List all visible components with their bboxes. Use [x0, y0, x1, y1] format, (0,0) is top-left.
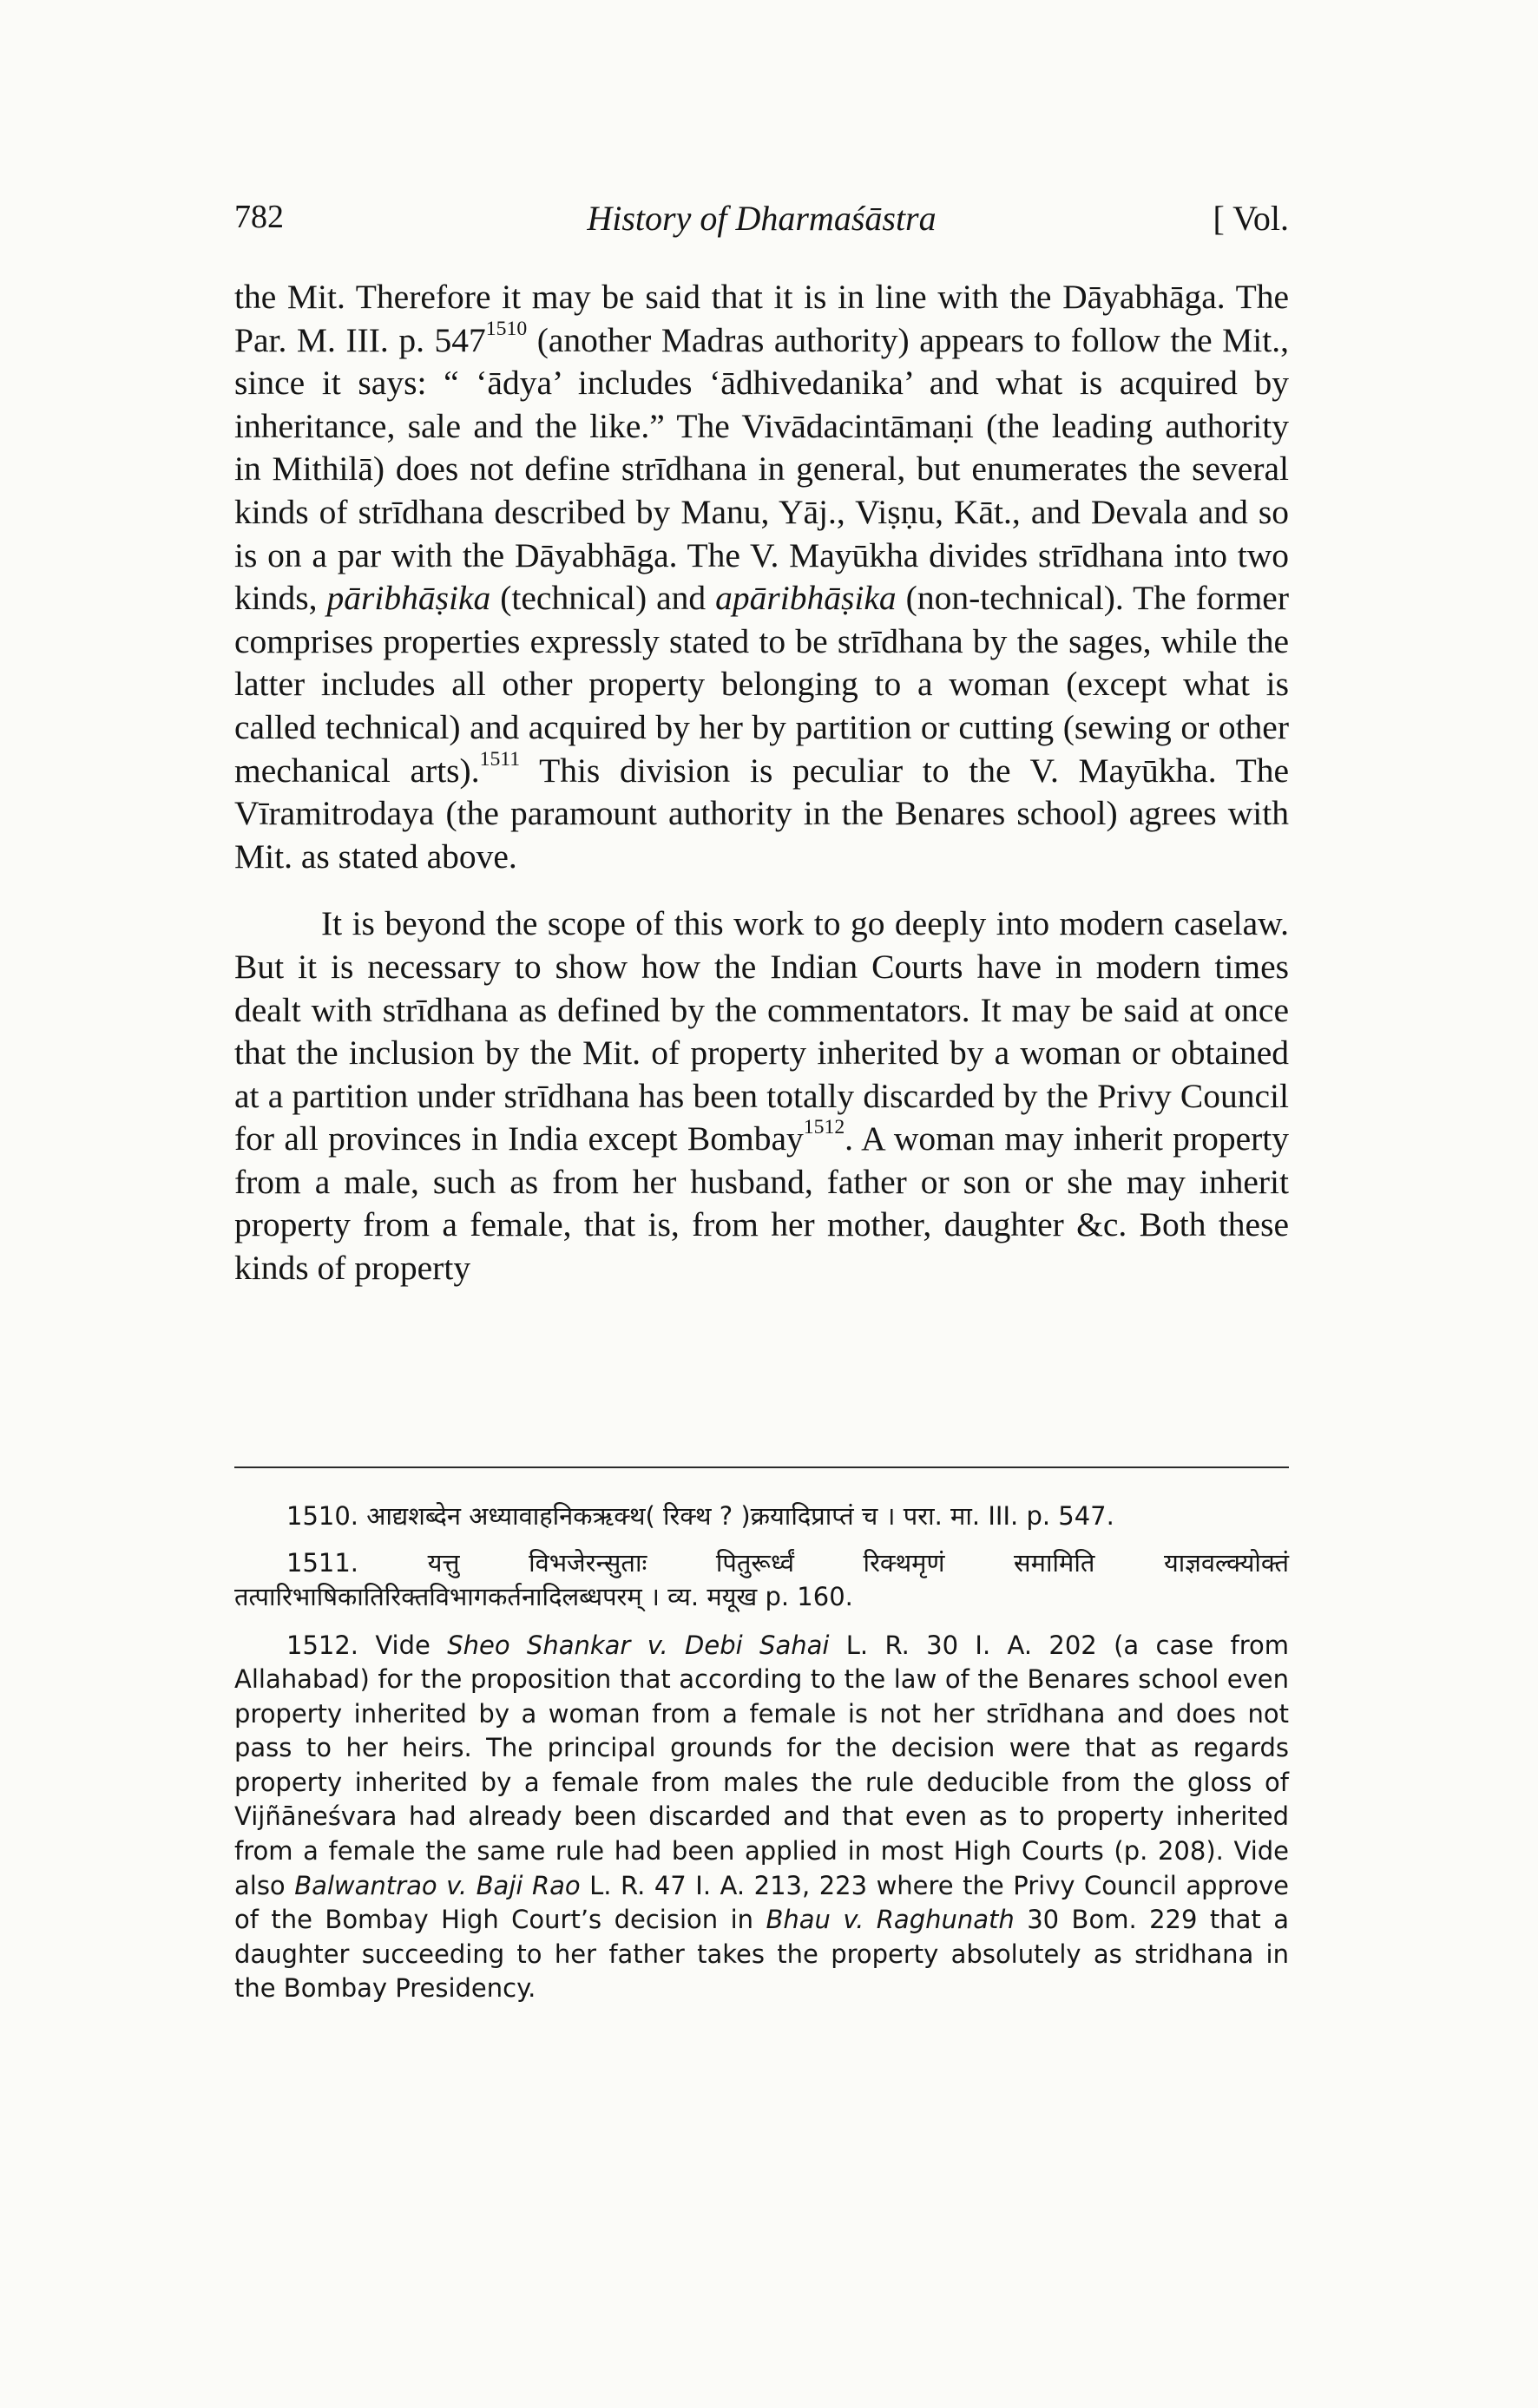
- footnote-1511: 1511. यत्तु विभजेरन्सुताः पितुरूर्ध्वं रिक्थमृणं समामिति याज्ञवल्क्योक्तं तत्पारिभाषिकातिरिक्तविभागकर्तनादिलब्धपरम् । व्य. मयूख p. 160.: [234, 1547, 1289, 1611]
- volume-label: [ Vol.: [1213, 199, 1289, 238]
- sanskrit-quote: यत्तु विभजेरन्सुताः पितुरूर्ध्वं रिक्थमृणं समामिति याज्ञवल्क्योक्तं तत्पारिभाषिकातिरिक्तविभागकर्तनादिलब्धपरम् । व्य. मयूख: [234, 1547, 1289, 1611]
- footnote-1512: 1512. Vide Sheo Shankar v. Debi Sahai L. R. 30 I. A. 202 (a case from Allahabad) for the proposition that according to the law of the Benares school even property inherited by a woman from a female is not her strīdhana and does not pass to her heirs. The principal grounds for the decision were that as regards property inherited by a female from males the rule deducible from the gloss of Vijñāneśvara had already been discarded and that even as to property inherited from a female the same rule had been applied in most High Courts (p. 208). Vide also Balwantrao v. Baji Rao L. R. 47 I. A. 213, 223 where the Privy Council approve of the Bombay High Court’s decision in Bhau v. Raghunath 30 Bom. 229 that a daughter succeeding to her father takes the property absolutely as stridhana in the Bombay Presidency.: [234, 1630, 1290, 2004]
- book-title: History of Dharmaśāstra: [587, 199, 937, 238]
- footnote-ref-1510: 1510: [485, 317, 528, 340]
- page-number: 782: [234, 199, 284, 235]
- sanskrit-quote: आद्यशब्देन अध्यावाहनिकऋक्थ( रिक्थ ? )क्रयादिप्राप्तं च । परा. मा.: [366, 1501, 981, 1531]
- footnote-divider: [234, 1466, 1289, 1468]
- main-text: [234, 276, 1289, 1290]
- footnote-ref-1511: 1511: [479, 747, 521, 771]
- running-head: [234, 198, 1289, 250]
- footnotes: [234, 1499, 1289, 2006]
- footnote-1510: 1510. आद्यशब्देन अध्यावाहनिकऋक्थ( रिक्थ ? )क्रयादिप्राप्तं च । परा. मा. III. p. 547.: [286, 1501, 1114, 1531]
- footnote-ref-1512: 1512: [803, 1116, 845, 1139]
- paragraph-2: It is beyond the scope of this work to go deeply into modern caselaw. But it is necessary to show how the Indian Courts have in modern times dealt with strīdhana as defined by the commentators. It may be said at once that the inclusion by the Mit. of property inherited by a woman or obtained at a partition under strīdhana has been totally discarded by the Privy Council for all provinces in India except Bombay$^{1512}$. A woman may inherit property from a male, such as from her husband, father or son or she may inherit property from a female, that is, from her mother, daughter &c. Both these kinds of property: [234, 904, 1289, 1288]
- paragraph-1: the Mit. Therefore it may be said that it is in line with the Dāyabhāga. The Par. M. III. p. $547^{1510}$ (another Madras authority) appears to follow the Mit., since it says: “ ‘ādya’ includes ‘ādhivedanika’ and what is acquired by inheritance, sale and the like.” The Vivādacintāmaṇi (the leading authority in Mithilā) does not define strīdhana in general, but enumerates the several kinds of strīdhana described by Manu, Yāj., Viṣṇu, Kāt., and Devala and so is on a par with the Dāyabhāga. The V. Mayūkha divides strīdhana into two kinds, pāribhāṣika (technical) and apāribhāṣika (non-technical). The former comprises properties expressly stated to be strīdhana by the sages, while the latter includes all other property belonging to a woman (except what is called technical) and acquired by her by partition or cutting (sewing or other mechanical arts).$^{1511}$ This division is peculiar to the V. Mayūkha. The Vīramitrodaya (the paramount authority in the Benares school) agrees with Mit. as stated above.: [234, 278, 1290, 876]
